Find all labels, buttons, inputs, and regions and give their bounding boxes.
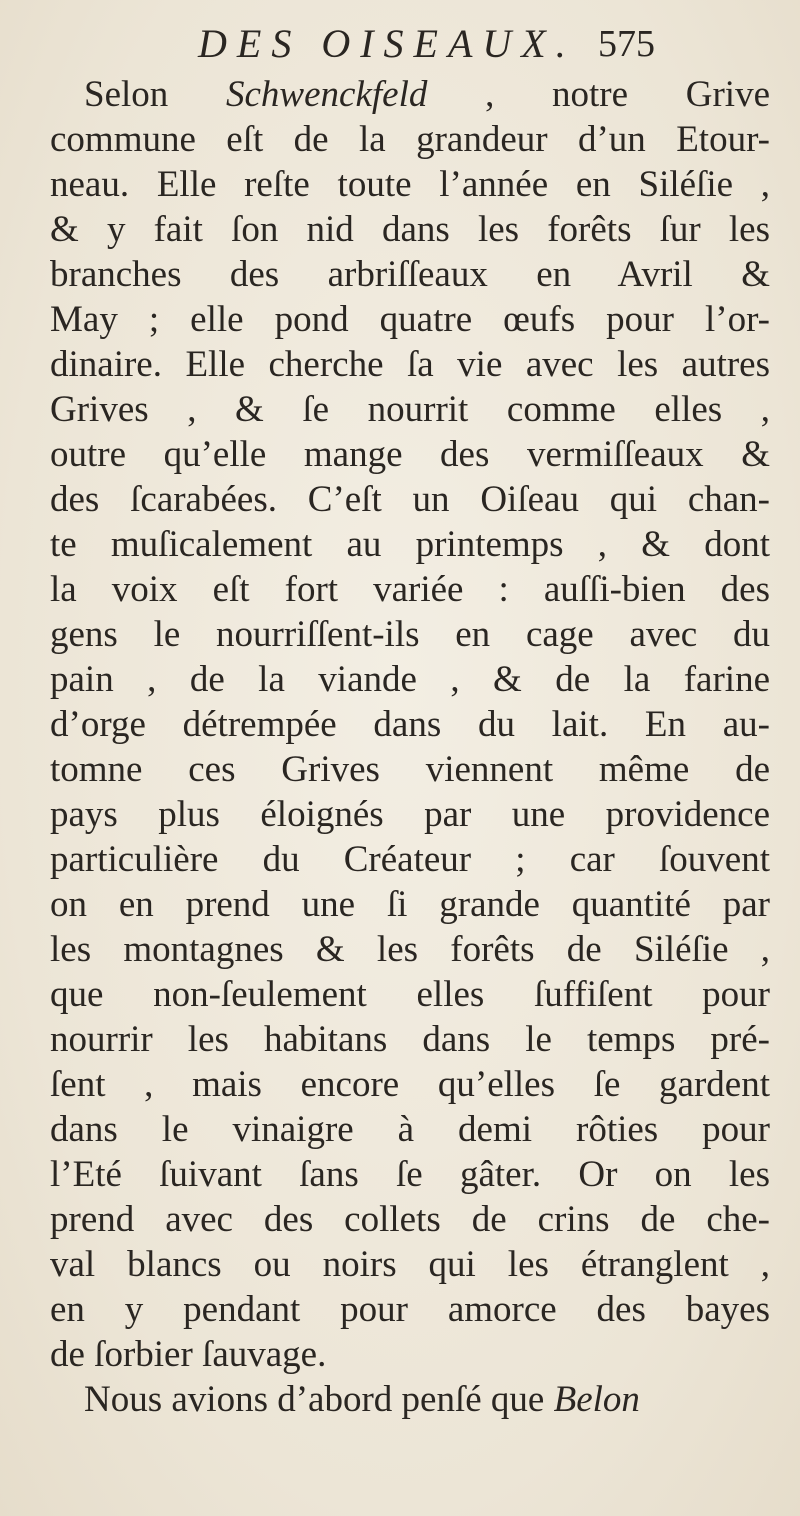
text-line xyxy=(50,72,770,117)
text-line xyxy=(50,207,770,252)
text-run: la voix eſt fort variée : auſſi-bien des xyxy=(50,569,770,610)
text-line xyxy=(50,1242,770,1287)
text-run: , notre Grive xyxy=(427,74,770,115)
text-run: tomne ces Grives viennent même de xyxy=(50,749,770,790)
text-line xyxy=(50,1017,770,1062)
text-run: on en prend une ſi grande quantité par xyxy=(50,884,770,925)
text-line xyxy=(50,477,770,522)
text-run: dans le vinaigre à demi rôties pour xyxy=(50,1109,770,1150)
text-run: des ſcarabées. C’eſt un Oiſeau qui chan- xyxy=(50,479,770,520)
text-run: l’Eté ſuivant ſans ſe gâter. Or on les xyxy=(50,1154,770,1195)
text-line xyxy=(50,522,770,567)
text-run: pain , de la viande , & de la farine xyxy=(50,659,770,700)
page-number: 575 xyxy=(598,23,655,65)
text-line xyxy=(50,882,770,927)
text-line xyxy=(50,342,770,387)
text-run: ſent , mais encore qu’elles ſe gardent xyxy=(50,1064,770,1105)
text-line xyxy=(50,567,770,612)
text-line xyxy=(50,297,770,342)
text-run: Selon xyxy=(84,74,226,115)
body-text xyxy=(50,72,770,1422)
text-run: que non-ſeulement elles ſuffiſent pour xyxy=(50,974,770,1015)
text-line xyxy=(50,747,770,792)
text-line xyxy=(50,1377,770,1422)
text-line xyxy=(50,252,770,297)
text-line xyxy=(50,972,770,1017)
text-line xyxy=(50,117,770,162)
text-run: particulière du Créateur ; car ſouvent xyxy=(50,839,770,880)
text-line xyxy=(50,432,770,477)
text-run: commune eſt de la grandeur d’un Etour- xyxy=(50,119,770,160)
page-header xyxy=(198,16,758,72)
text-run: & y fait ſon nid dans les forêts ſur les xyxy=(50,209,770,250)
text-run: Nous avions d’abord penſé que xyxy=(84,1379,554,1420)
text-line xyxy=(50,1107,770,1152)
text-line xyxy=(50,612,770,657)
text-line xyxy=(50,1287,770,1332)
text-line xyxy=(50,387,770,432)
text-line xyxy=(50,837,770,882)
text-run: prend avec des collets de crins de che- xyxy=(50,1199,770,1240)
text-line xyxy=(50,927,770,972)
text-run: gens le nourriſſent-ils en cage avec du xyxy=(50,614,770,655)
text-run: pays plus éloignés par une providence xyxy=(50,794,770,835)
text-run: dinaire. Elle cherche ſa vie avec les autres xyxy=(50,344,770,385)
text-line xyxy=(50,702,770,747)
italic-name: Belon xyxy=(553,1379,640,1420)
text-line xyxy=(50,657,770,702)
text-run: outre qu’elle mange des vermiſſeaux & xyxy=(50,434,770,475)
text-line xyxy=(50,162,770,207)
text-run: neau. Elle reſte toute l’année en Siléſie , xyxy=(50,164,770,205)
text-run: val blancs ou noirs qui les étranglent , xyxy=(50,1244,770,1285)
text-run: te muſicalement au printemps , & dont xyxy=(50,524,770,565)
text-run: branches des arbriſſeaux en Avril & xyxy=(50,254,770,295)
text-line xyxy=(50,1332,770,1377)
text-line xyxy=(50,1062,770,1107)
text-line xyxy=(50,1152,770,1197)
italic-name: Schwenckfeld xyxy=(226,74,428,115)
text-run: Grives , & ſe nourrit comme elles , xyxy=(50,389,770,430)
text-run: en y pendant pour amorce des bayes xyxy=(50,1289,770,1330)
text-run: de ſorbier ſauvage. xyxy=(50,1334,327,1375)
text-run: d’orge détrempée dans du lait. En au- xyxy=(50,704,770,745)
text-line xyxy=(50,792,770,837)
text-run: nourrir les habitans dans le temps pré- xyxy=(50,1019,770,1060)
running-head: DES OISEAUX. xyxy=(198,21,576,66)
text-line xyxy=(50,1197,770,1242)
text-run: les montagnes & les forêts de Siléſie , xyxy=(50,929,770,970)
text-run: May ; elle pond quatre œufs pour l’or- xyxy=(50,299,770,340)
